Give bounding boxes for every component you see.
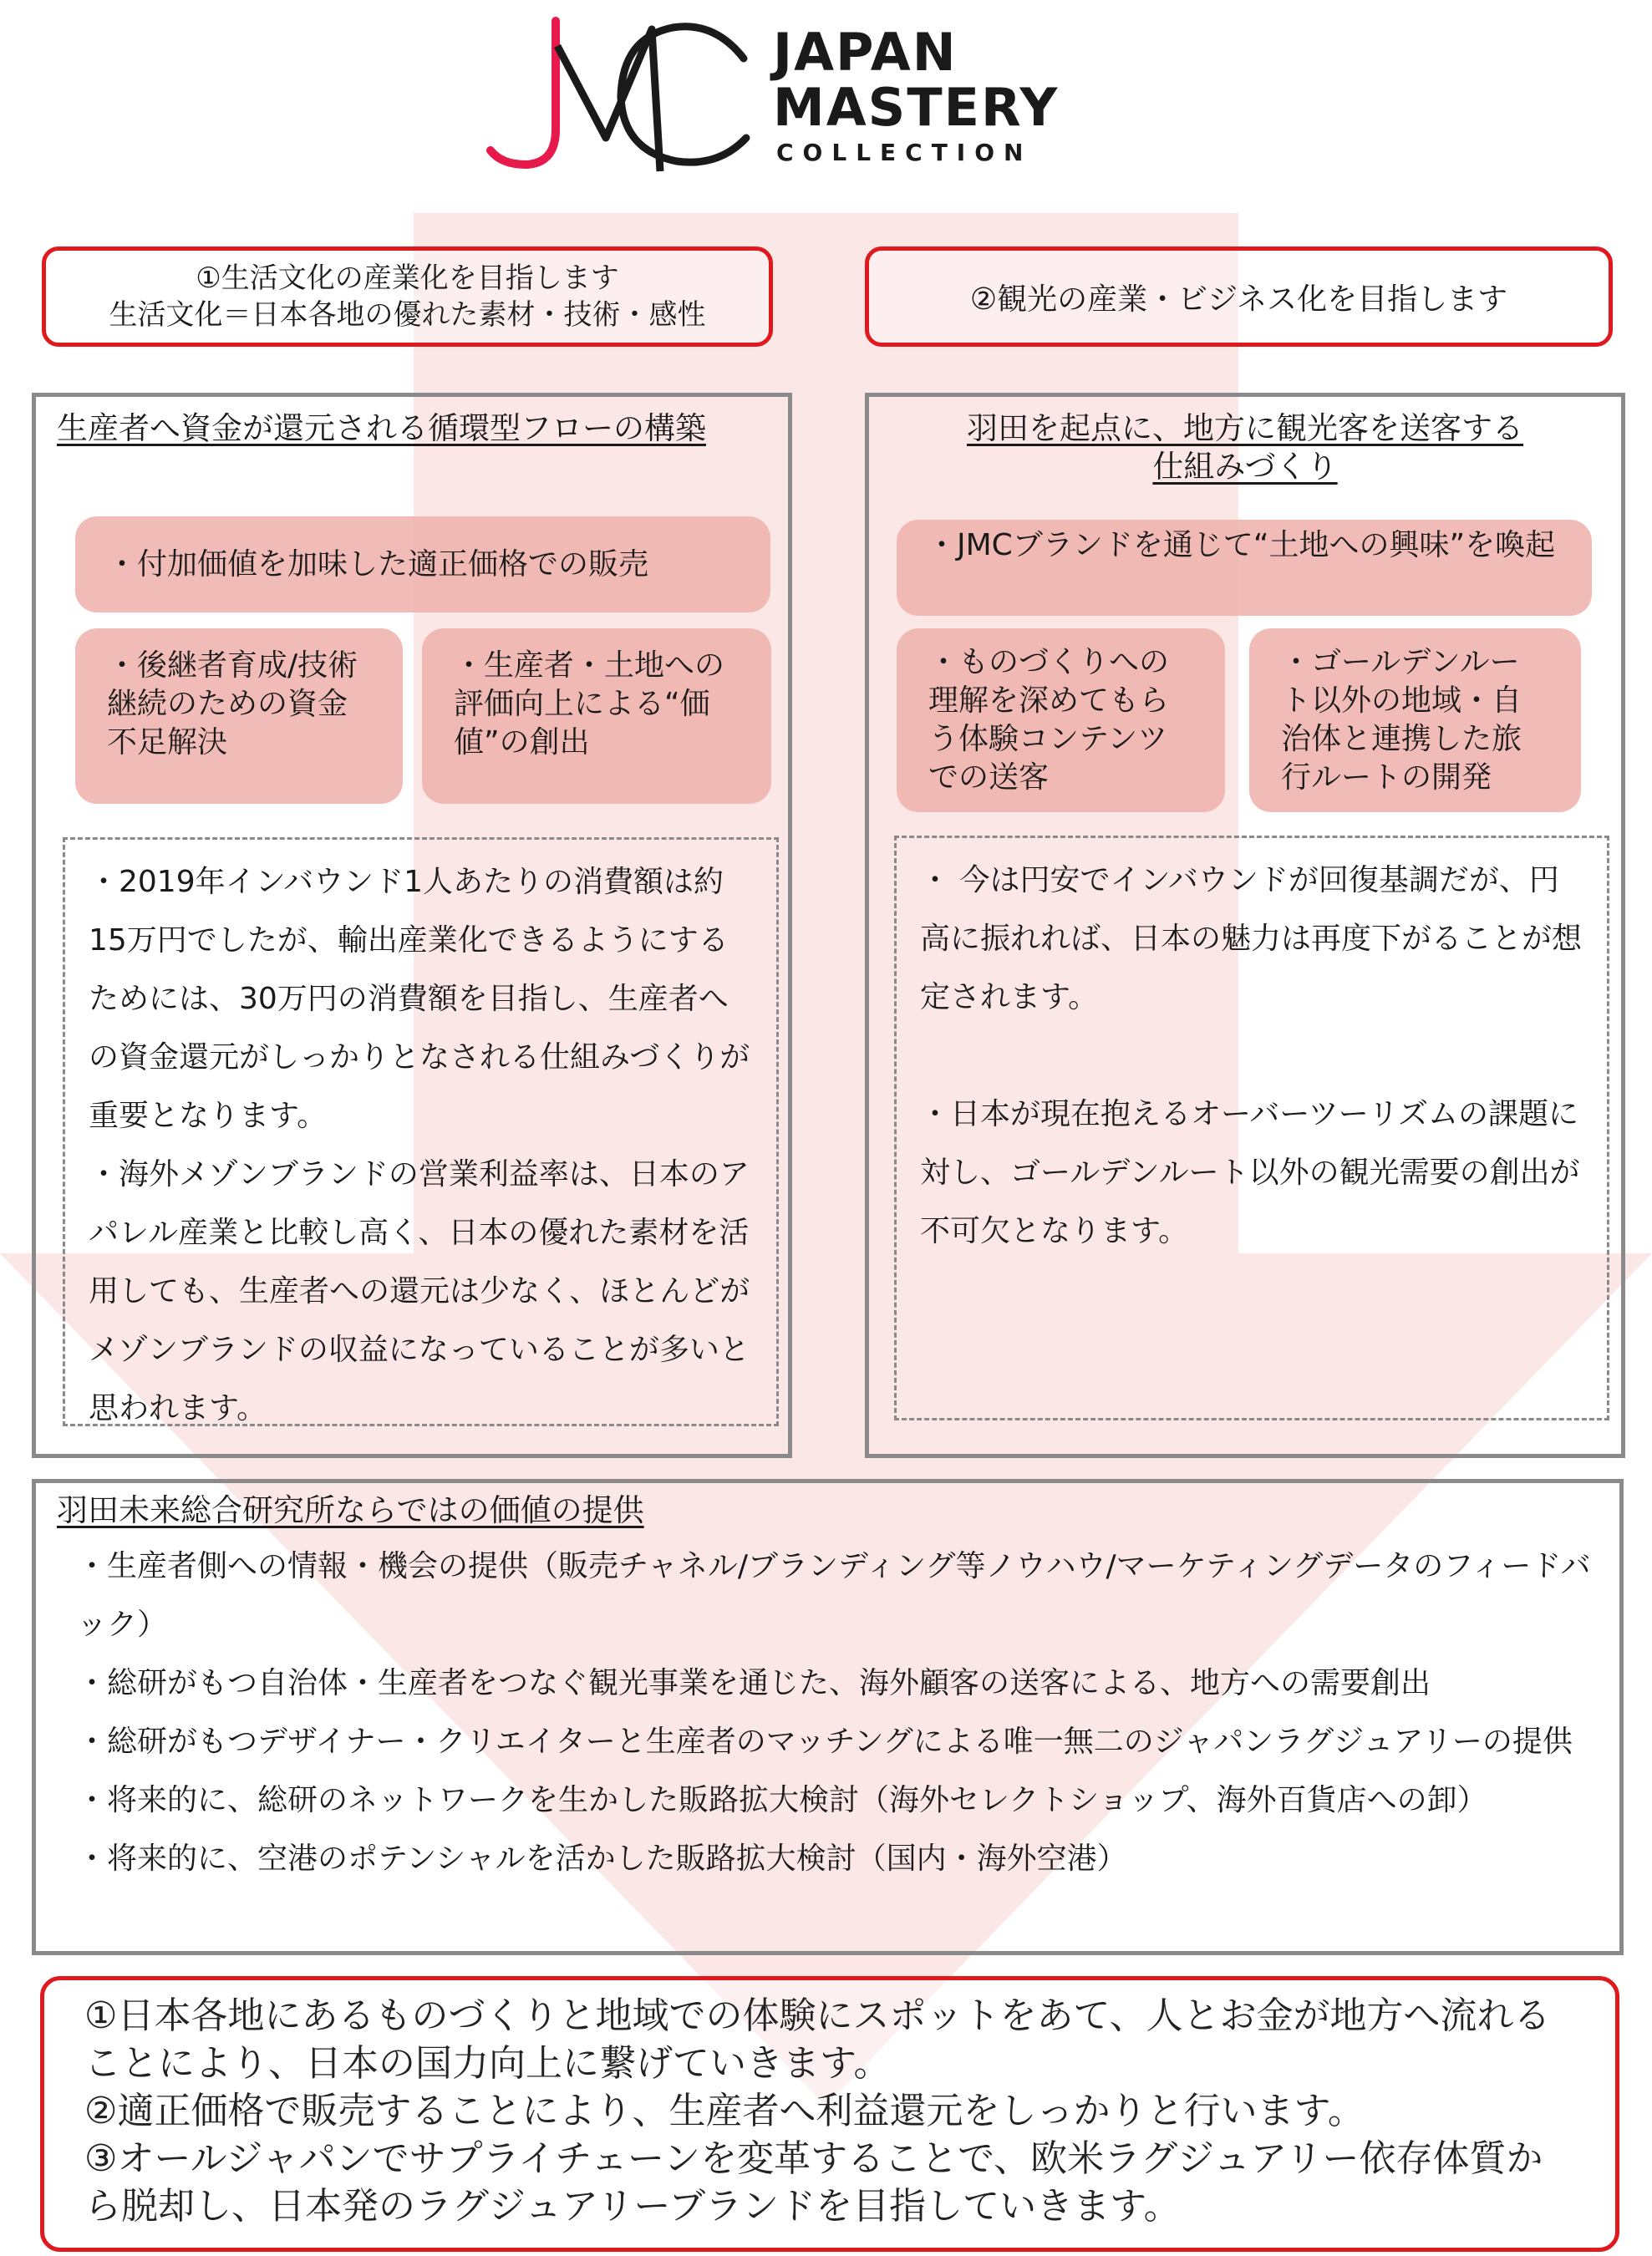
conclusion-line-1: ①日本各地にあるものづくりと地域での体験にスポットをあて、人とお金が地方へ流れることにより、日本の国力向上に繋げていきます。: [84, 1994, 1551, 2085]
logo-collection: COLLECTION: [776, 139, 1033, 166]
right-panel-title: [882, 409, 1609, 486]
right-note-spacer: [920, 1027, 1583, 1085]
right-note-paragraph-2: ・日本が現在抱えるオーバーツーリズムの課題に対し、ゴールデンルート以外の観光需要の創出が不可欠となります。: [920, 1097, 1580, 1248]
value-list: [58, 1537, 1613, 1888]
left-note-paragraph-1: ・2019年インバウンド1人あたりの消費額は約15万円でしたが、輸出産業化できるようにするためには、30万円の消費額を目指し、生産者への資金還元がしっかりとなされる仕組みづくりが重要となります。: [89, 865, 750, 1133]
right-note-paragraph-1: ・ 今は円安でインバウンドが回復基調だが、円高に振れれば、日本の魅力は再度下がることが想定されます。: [920, 863, 1583, 1014]
right-panel-title-line1: 羽田を起点に、地方に観光客を送客する: [967, 410, 1523, 446]
right-note: [894, 836, 1609, 1420]
goal-lifestyle-subtitle: 生活文化＝日本各地の優れた素材・技術・感性: [109, 298, 706, 332]
logo-mastery: MASTERY: [773, 77, 1060, 138]
goal-tourism-box: [865, 246, 1613, 347]
goal-lifestyle-box: [42, 246, 773, 347]
right-pill-interest: ・JMCブランドを通じて“土地への興味”を喚起: [897, 520, 1592, 616]
jmc-logo-mark: [480, 13, 756, 180]
goal-tourism-title: ②観光の産業・ビジネス化を目指します: [969, 282, 1508, 317]
value-panel-title: 羽田未来総合研究所ならではの価値の提供: [57, 1492, 644, 1528]
logo-wordmark: [773, 22, 1060, 166]
left-pill-fair-price-text: ・付加価値を加味した適正価格での販売: [107, 546, 649, 582]
right-pill-route: ・ゴールデンルート以外の地域・自治体と連携した旅行ルートの開発: [1249, 628, 1581, 812]
left-pill-fair-price: [75, 516, 770, 612]
value-list-item: ・生産者側への情報・機会の提供（販売チャネル/ブランディング等ノウハウ/マーケティングデータのフィードバック）: [77, 1549, 1591, 1642]
left-note-paragraph-2: ・海外メゾンブランドの営業利益率は、日本のアパレル産業と比較し高く、日本の優れた素材を活用しても、生産者への還元は少なく、ほとんどがメゾンブランドの収益になっていることが多いと思われます。: [89, 1157, 750, 1425]
left-note: [63, 837, 779, 1426]
value-list-item: ・将来的に、空港のポテンシャルを活かした販路拡大検討（国内・海外空港）: [77, 1842, 1127, 1876]
left-pill-successor: ・後継者育成/技術継続のための資金不足解決: [75, 628, 403, 804]
conclusion-line-3: ③オールジャパンでサプライチェーンを変革することで、欧米ラグジュアリー依存体質から脱却し、日本発のラグジュアリーブランドを目指していきます。: [84, 2137, 1543, 2228]
right-pill-experience: ・ものづくりへの理解を深めてもらう体験コンテンツでの送客: [897, 628, 1225, 812]
value-list-item: ・総研がもつ自治体・生産者をつなぐ観光事業を通じた、海外顧客の送客による、地方への需要創出: [77, 1666, 1431, 1700]
left-pill-value-creation: ・生産者・土地への評価向上による“価値”の創出: [422, 628, 771, 804]
logo-japan: JAPAN: [773, 22, 958, 83]
value-list-item: ・総研がもつデザイナー・クリエイターと生産者のマッチングによる唯一無二のジャパンラグジュアリーの提供: [77, 1725, 1573, 1759]
conclusion-line-2: ②適正価格で販売することにより、生産者へ利益還元をしっかりと行います。: [84, 2090, 1365, 2132]
value-list-item: ・将来的に、総研のネットワークを生かした販路拡大検討（海外セレクトショップ、海外百貨店への卸）: [77, 1783, 1487, 1817]
right-panel-title-line2: 仕組みづくり: [1152, 449, 1338, 485]
left-panel-title: 生産者へ資金が還元される循環型フローの構築: [57, 410, 706, 446]
conclusion-box: [40, 1976, 1619, 2252]
goal-lifestyle-title: ①生活文化の産業化を目指します: [196, 262, 619, 295]
